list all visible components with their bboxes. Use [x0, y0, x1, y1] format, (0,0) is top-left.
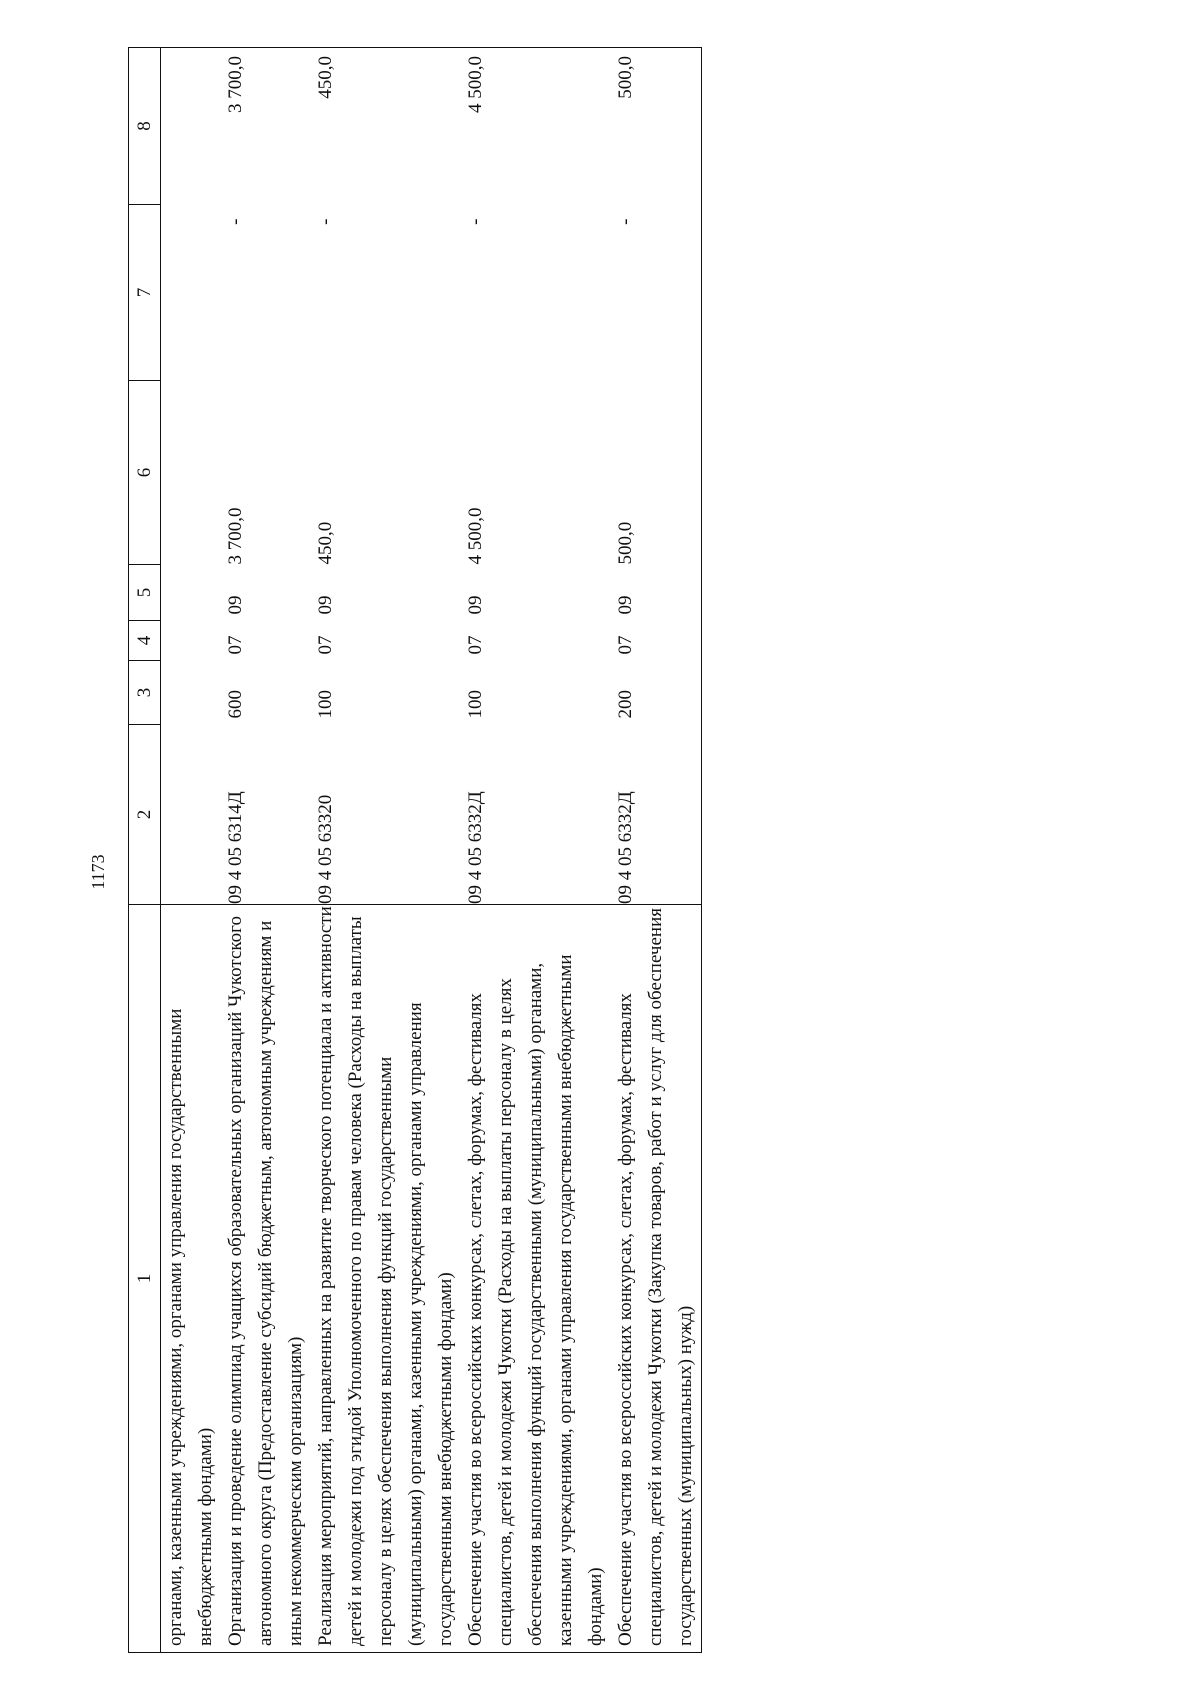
row-sum-6	[161, 381, 222, 565]
row-sum-8: 500,0	[611, 48, 702, 205]
table-row	[221, 48, 311, 1653]
column-header: 1	[129, 905, 161, 1653]
row-pr: 09	[315, 595, 336, 615]
column-header: 8	[129, 48, 161, 205]
row-description: Обеспечение участия во всероссийских конкурсах, слетах, форумах, фестивалях специалистов, детей и молодежи Чукотки (Расходы на выплаты персоналу в целях обеспечения выполнения функций государственными (муниципальными) органами, казенными учреждениями, органами управления государственными внебюджетными фондами)	[461, 905, 611, 1653]
row-code: 09 4 05 6332Д	[465, 791, 486, 904]
budget-table	[128, 47, 702, 1653]
row-sum-6: 450,0	[315, 521, 336, 565]
column-header: 6	[129, 381, 161, 565]
row-sum-7: -	[225, 218, 246, 225]
row-code: 09 4 05 6314Д	[225, 791, 246, 904]
row-sum-7: -	[465, 218, 486, 225]
row-vr	[161, 661, 222, 725]
row-description: Организация и проведение олимпиад учащихся образовательных организаций Чукотского автономного округа (Предоставление субсидий бюджетным, автономным учреждениям и иным некоммерческим организациям)	[221, 905, 311, 1653]
row-rz: 07	[315, 635, 336, 655]
row-sum-6: 3 700,0	[225, 507, 246, 565]
row-rz: 07	[611, 621, 702, 661]
table-row	[311, 48, 461, 1653]
row-code: 09 4 05 6332Д	[611, 725, 702, 905]
table-row	[161, 48, 222, 1653]
column-header: 5	[129, 565, 161, 621]
row-sum-8: 4 500,0	[461, 48, 611, 205]
row-description: органами, казенными учреждениями, органами управления государственными внебюджетными фондами)	[161, 905, 222, 1653]
row-pr	[161, 565, 222, 621]
row-pr: 09	[465, 595, 486, 615]
row-description: Реализация мероприятий, направленных на развитие творческого потенциала и активности детей и молодежи под эгидой Уполномоченного по правам человека (Расходы на выплаты персоналу в целях обеспечения выполнения функций государственными (муниципальными) органами, казенными учреждениями, органами управления государственными внебюджетными фондами)	[311, 905, 461, 1653]
row-rz: 07	[225, 635, 246, 655]
table-header-row	[129, 48, 161, 1653]
row-vr: 100	[315, 690, 336, 719]
budget-table-rotated	[128, 48, 1078, 1653]
row-description: Обеспечение участия во всероссийских конкурсах, слетах, форумах, фестивалях специалистов, детей и молодежи Чукотки (Закупка товаров, работ и услуг для обеспечения государственных (муниципальных) нужд)	[611, 905, 702, 1653]
row-vr: 600	[225, 690, 246, 719]
row-sum-7: -	[315, 218, 336, 225]
row-sum-8: 450,0	[311, 48, 461, 205]
column-header: 4	[129, 621, 161, 661]
page-number: 1173	[88, 854, 108, 890]
column-header: 7	[129, 205, 161, 381]
row-code: 09 4 05 63320	[315, 794, 336, 904]
row-vr: 100	[465, 690, 486, 719]
column-header: 2	[129, 725, 161, 905]
row-vr: 200	[611, 661, 702, 725]
row-rz	[161, 621, 222, 661]
table-row	[611, 48, 702, 1653]
row-sum-6: 500,0	[611, 381, 702, 565]
column-header: 3	[129, 661, 161, 725]
row-rz: 07	[465, 635, 486, 655]
table-row	[461, 48, 611, 1653]
row-sum-6: 4 500,0	[465, 507, 486, 565]
row-pr: 09	[225, 595, 246, 615]
row-sum-8	[161, 48, 222, 205]
row-pr: 09	[611, 565, 702, 621]
row-code	[161, 725, 222, 905]
row-sum-7: -	[611, 205, 702, 381]
row-sum-8: 3 700,0	[221, 48, 311, 205]
row-sum-7	[161, 205, 222, 381]
